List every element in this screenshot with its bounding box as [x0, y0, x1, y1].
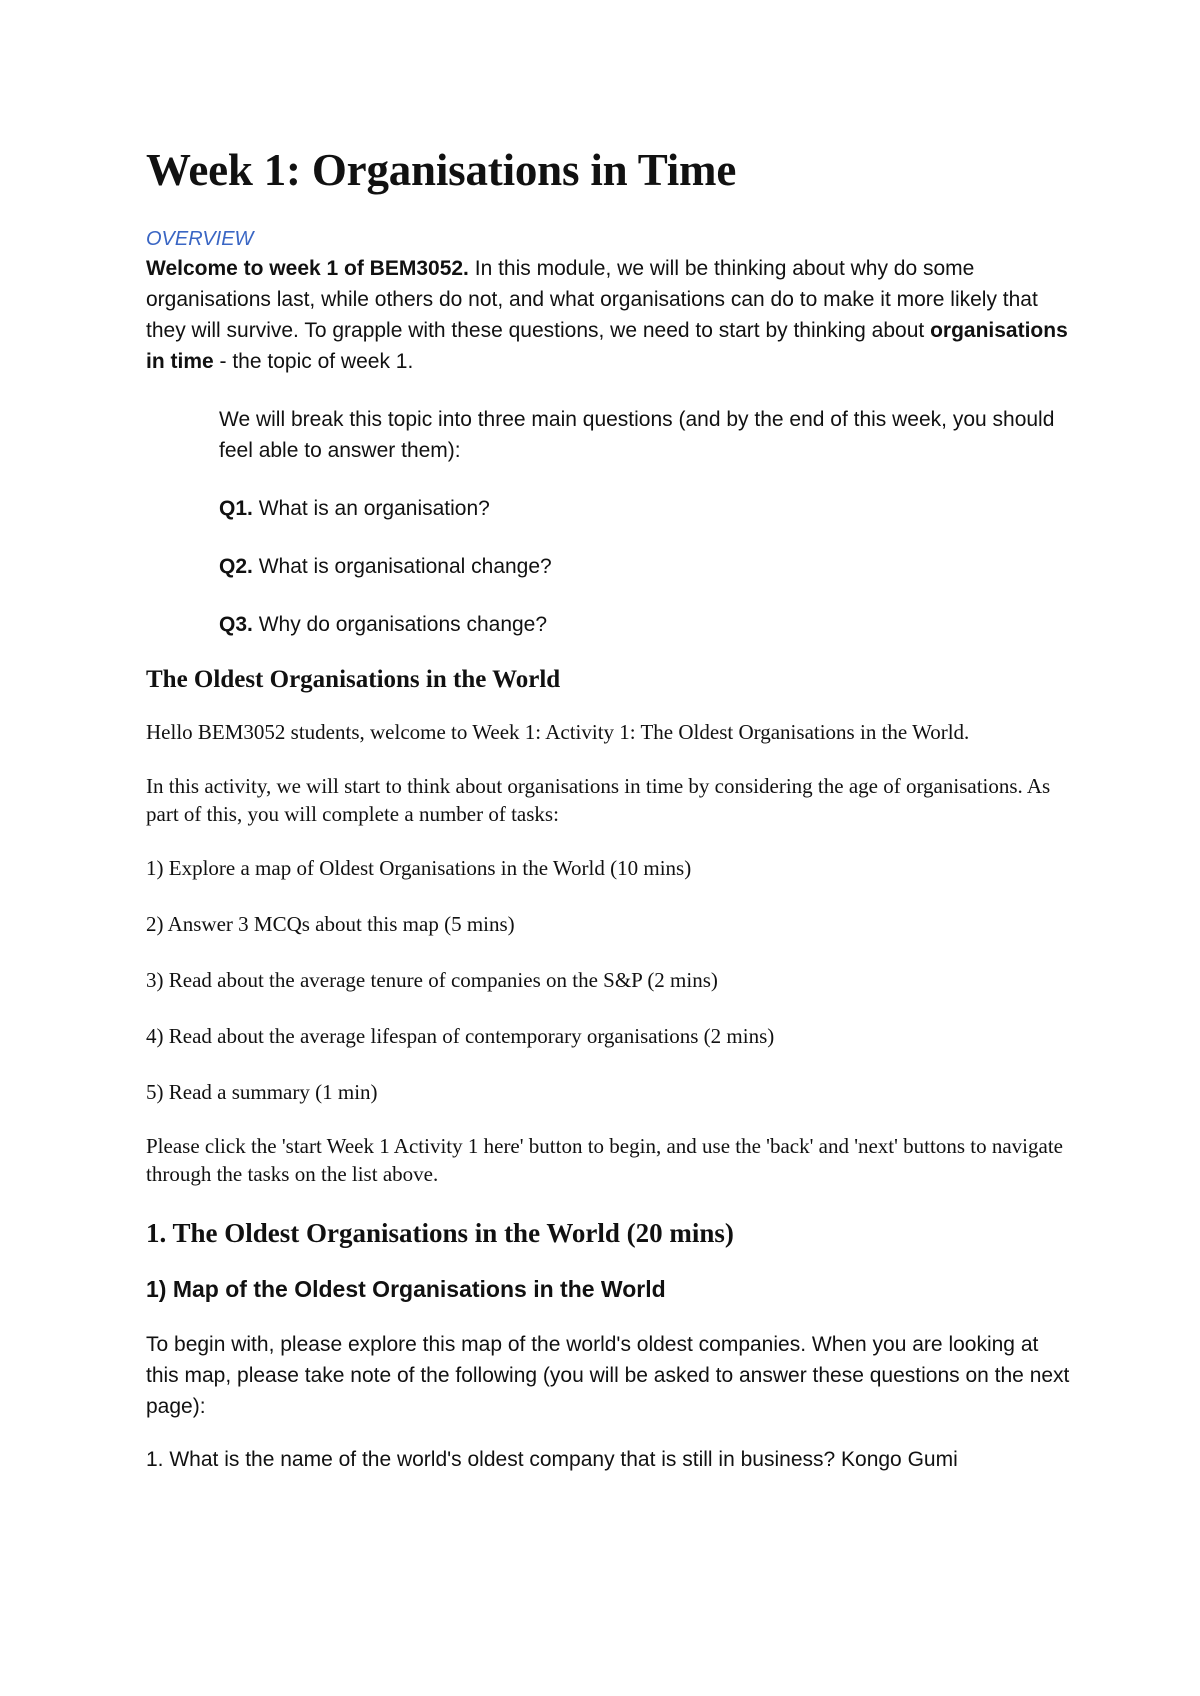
- intro-text-2: - the topic of week 1.: [213, 349, 414, 373]
- question-2-text: What is organisational change?: [252, 554, 552, 578]
- section-1-item-1: [146, 1444, 1076, 1475]
- page-title: Week 1: Organisations in Time: [146, 145, 737, 195]
- section-1-subheading: 1) Map of the Oldest Organisations in the World: [146, 1276, 666, 1303]
- section-1-heading: 1. The Oldest Organisations in the World (20 mins): [146, 1218, 734, 1249]
- section-oldest-para-3: Please click the 'start Week 1 Activity 1 here' button to begin, and use the 'back' and 'next' buttons to navigate through the tasks on the list above.: [146, 1134, 1063, 1187]
- question-3: [219, 609, 1076, 640]
- section-1-para-1: To begin with, please explore this map of the world's oldest companies. When you are looking at this map, please take note of the following (you will be asked to answer these questions on the next page):: [146, 1333, 1070, 1419]
- task-item-1: 1) Explore a map of Oldest Organisations in the World (10 mins): [146, 856, 692, 881]
- question-2-label: Q2.: [219, 554, 253, 578]
- question-2: [219, 551, 1076, 582]
- section-oldest-para-1: Hello BEM3052 students, welcome to Week 1: Activity 1: The Oldest Organisations in the World.: [146, 720, 970, 745]
- task-item-4: 4) Read about the average lifespan of contemporary organisations (2 mins): [146, 1024, 775, 1049]
- document-page: [146, 145, 1076, 1475]
- question-3-label: Q3.: [219, 612, 253, 636]
- intro-bold-lead: Welcome to week 1 of BEM3052.: [146, 256, 469, 280]
- intro-text-1: In this module, we will be thinking about why do some organisations last, while others do not, and what organisations can do to make it more likely that they will survive. To grapple with these questions, we need to start by thinking about: [146, 256, 1038, 342]
- question-1-text: What is an organisation?: [252, 496, 490, 520]
- section-oldest-heading: The Oldest Organisations in the World: [146, 665, 561, 693]
- question-1: [219, 493, 1076, 524]
- task-item-2: 2) Answer 3 MCQs about this map (5 mins): [146, 912, 515, 937]
- task-item-5: 5) Read a summary (1 min): [146, 1080, 378, 1105]
- questions-intro: We will break this topic into three main questions (and by the end of this week, you should feel able to answer them):: [219, 407, 1055, 462]
- section-oldest-para-2: In this activity, we will start to think about organisations in time by considering the age of organisations. As part of this, you will complete a number of tasks:: [146, 774, 1051, 827]
- section-1-item-1-text: What is the name of the world's oldest company that is still in business? Kongo Gumi: [163, 1448, 958, 1472]
- intro-bold-mid: organisations in time: [146, 318, 1068, 373]
- overview-label: OVERVIEW: [146, 227, 254, 250]
- section-1-item-1-label: 1.: [146, 1448, 164, 1472]
- intro-paragraph: [146, 253, 1076, 377]
- question-3-text: Why do organisations change?: [252, 612, 548, 636]
- question-1-label: Q1.: [219, 496, 253, 520]
- task-item-3: 3) Read about the average tenure of companies on the S&P (2 mins): [146, 968, 718, 993]
